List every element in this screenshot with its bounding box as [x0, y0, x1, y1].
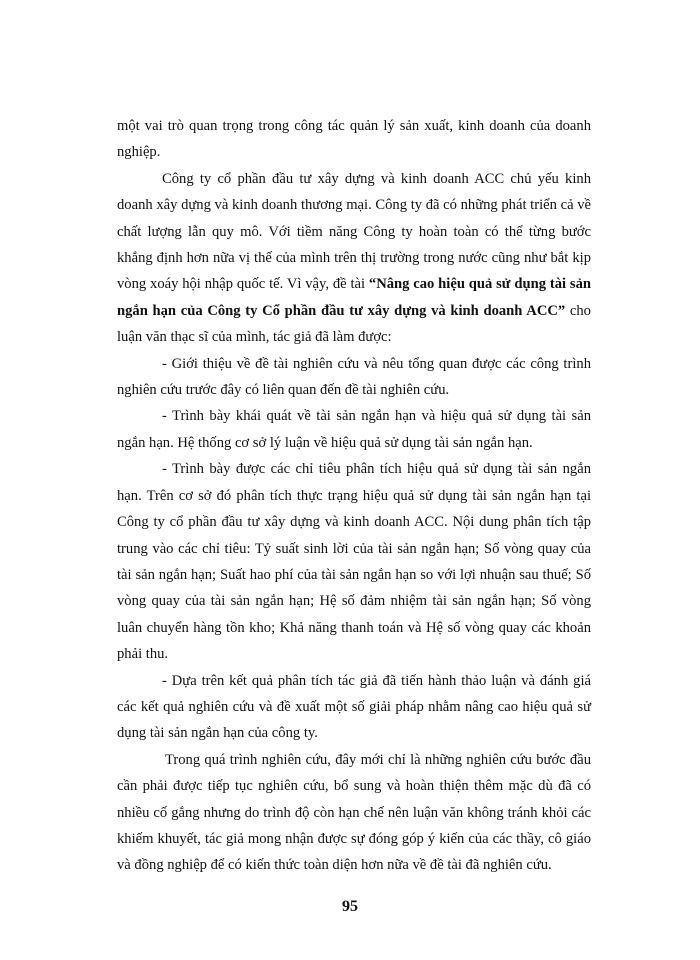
bullet-overview: - Trình bày khái quát về tài sản ngắn hạn và hiệu quả sử dụng tài sản ngắn hạn. Hệ thống cơ sở lý luận về hiệu quả sử dụng tài sản ngắn hạn.: [117, 408, 591, 451]
thesis-title: “Nâng cao hiệu quả sử dụng tài sản ngắn hạn của Công ty Cổ phần đầu tư xây dựng và kinh doanh ACC”: [117, 276, 591, 319]
bullet-introduction: - Giới thiệu về đề tài nghiên cứu và nêu tổng quan được các công trình nghiên cứu trước đây có liên quan đến đề tài nghiên cứu.: [117, 355, 591, 399]
paragraph-conclusion: Trong quá trình nghiên cứu, đây mới chỉ là những nghiên cứu bước đầu cần phải được tiếp tục nghiên cứu, bổ sung và hoàn thiện thêm mặc dù đã có nhiều cố gắng nhưng do trình độ còn hạn chế nên luận văn không tránh khỏi các khiếm khuyết, tác giả mong nhận được sự đóng góp ý kiến của các thầy, cô giáo và đồng nghiệp để có kiến thức toàn diện hơn nữa về đề tài đã nghiên cứu.: [117, 751, 591, 874]
paragraph-company-intro: [117, 166, 591, 351]
company-intro-text: Công ty cổ phần đầu tư xây dựng và kinh doanh ACC chủ yếu kinh doanh xây dựng và kinh doanh thương mại. Công ty đã có những phát triển cả về chất lượng lẫn quy mô. Với tiềm năng Công ty hoàn toàn có thể từng bước khẳng định hơn nữa vị thế của mình trên thị trường trong nước cũng như bắt kịp vòng xoáy hội nhập quốc tế. Vì vậy, đề tài: [117, 170, 591, 293]
body-text: [117, 113, 591, 879]
bullet-indicators: - Trình bày được các chỉ tiêu phân tích hiệu quả sử dụng tài sản ngắn hạn. Trên cơ sở đó phân tích thực trạng hiệu quả sử dụng tài sản ngắn hạn tại Công ty cổ phần đầu tư xây dựng và kinh doanh ACC. Nội dung phân tích tập trung vào các chỉ tiêu: Tỷ suất sinh lời của tài sản ngắn hạn; Số vòng quay của tài sản ngắn hạn; Suất hao phí của tài sản ngắn hạn so với lợi nhuận sau thuế; Số vòng quay của tài sản ngắn hạn; Hệ số đảm nhiệm tài sản ngắn hạn; Số vòng luân chuyển hàng tồn kho; Khả năng thanh toán và Hệ số vòng quay các khoản phải thu.: [117, 461, 591, 663]
bullet-solutions: - Dựa trên kết quả phân tích tác giả đã tiến hành thảo luận và đánh giá các kết quả nghiên cứu và đề xuất một số giải pháp nhằm nâng cao hiệu quả sử dụng tài sản ngắn hạn của công ty.: [117, 672, 591, 742]
page-number: 95: [342, 898, 358, 915]
company-intro-tail: cho luận văn thạc sĩ của mình, tác giả đã làm được:: [117, 302, 591, 346]
paragraph-continuation: một vai trò quan trọng trong công tác quản lý sản xuất, kinh doanh của doanh nghiệp.: [117, 118, 591, 161]
